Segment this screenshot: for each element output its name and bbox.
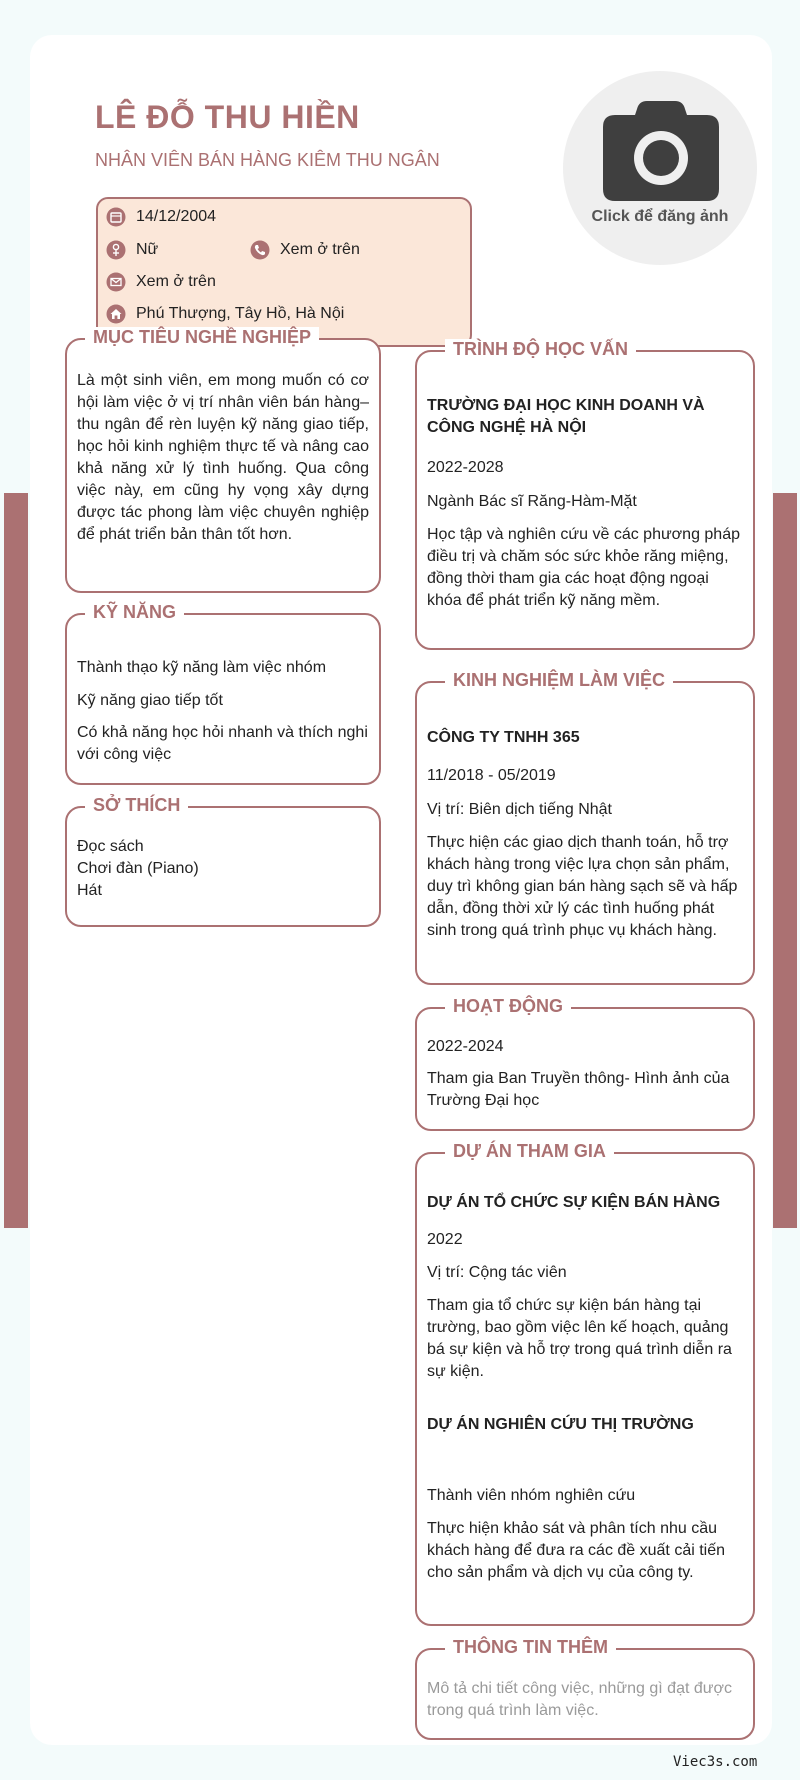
activities-title: HOẠT ĐỘNG: [445, 996, 571, 1017]
avatar-upload[interactable]: [563, 71, 757, 265]
phone-value: Xem ở trên: [280, 241, 360, 258]
project-role[interactable]: Thành viên nhóm nghiên cứu: [427, 1487, 636, 1504]
project-desc[interactable]: Thực hiện khảo sát và phân tích nhu cầu khách hàng để đưa ra các đề xuất cải tiến cho sản phẩm và dịch vụ của công ty.: [427, 1520, 726, 1581]
objective-text[interactable]: Là một sinh viên, em mong muốn có cơ hội làm việc ở vị trí nhân viên bán hàng–thu ngân để rèn luyện kỹ năng giao tiếp, học hỏi kinh nghiệm thực tế và nâng cao khả năng xử lý tình huống. Qua công việc này, em cũng hy vọng xây dựng được tác phong làm việc chuyên nghiệp để phát triển bản thân tốt hơn.: [77, 372, 369, 543]
project-year[interactable]: 2022: [427, 1231, 463, 1248]
education-major[interactable]: Ngành Bác sĩ Răng-Hàm-Mặt: [427, 493, 637, 510]
projects-section: [415, 1141, 755, 1626]
cv-page: [30, 35, 772, 1745]
hobbies-title: SỞ THÍCH: [85, 795, 188, 816]
address-row[interactable]: [106, 304, 344, 324]
project-name[interactable]: DỰ ÁN NGHIÊN CỨU THỊ TRƯỜNG: [427, 1416, 694, 1433]
skill-item[interactable]: Thành thạo kỹ năng làm việc nhóm: [77, 659, 327, 676]
phone-icon: [250, 240, 270, 260]
activities-section: [415, 996, 755, 1131]
activity-period[interactable]: 2022-2024: [427, 1038, 504, 1055]
experience-position[interactable]: Vị trí: Biên dịch tiếng Nhật: [427, 801, 612, 818]
project-name[interactable]: DỰ ÁN TỔ CHỨC SỰ KIỆN BÁN HÀNG: [427, 1194, 721, 1211]
project-role[interactable]: Vị trí: Cộng tác viên: [427, 1264, 567, 1281]
email-value: Xem ở trên: [136, 273, 216, 290]
personal-info-box: [96, 197, 472, 347]
gender-row[interactable]: [106, 240, 158, 260]
experience-title: KINH NGHIỆM LÀM VIỆC: [445, 670, 673, 691]
skill-item[interactable]: Có khả năng học hỏi nhanh và thích nghi với công việc: [77, 724, 368, 763]
home-icon: [106, 304, 126, 324]
address-value: Phú Thượng, Tây Hồ, Hà Nội: [136, 305, 345, 322]
skills-title: KỸ NĂNG: [85, 602, 184, 623]
objective-section: [65, 327, 381, 593]
education-section: [415, 339, 755, 650]
left-accent-bar: [4, 493, 28, 1228]
education-period[interactable]: 2022-2028: [427, 459, 504, 476]
experience-period[interactable]: 11/2018 - 05/2019: [427, 767, 556, 784]
hobbies-section: [65, 795, 381, 927]
skill-item[interactable]: Kỹ năng giao tiếp tốt: [77, 692, 223, 709]
birthday-value: 14/12/2004: [136, 208, 217, 225]
education-title: TRÌNH ĐỘ HỌC VẤN: [445, 339, 636, 360]
birthday-row[interactable]: [106, 207, 216, 227]
project-desc[interactable]: Tham gia tổ chức sự kiện bán hàng tại trường, bao gồm việc lên kế hoạch, quảng bá sự kiện và hỗ trợ trong quá trình diễn ra sự kiện.: [427, 1297, 732, 1380]
company-name[interactable]: CÔNG TY TNHH 365: [427, 729, 580, 746]
camera-icon: [603, 101, 719, 201]
email-row[interactable]: [106, 272, 216, 292]
experience-desc[interactable]: Thực hiện các giao dịch thanh toán, hỗ trợ khách hàng trong việc lựa chọn sản phẩm, duy trì không gian bán hàng sạch sẽ và hấp dẫn, đồng thời xử lý các tình huống phát sinh trong quá trình phục vụ khách hàng.: [427, 834, 738, 939]
projects-title: DỰ ÁN THAM GIA: [445, 1141, 614, 1162]
extra-info-placeholder[interactable]: Mô tả chi tiết công việc, những gì đạt được trong quá trình làm việc.: [427, 1680, 732, 1719]
candidate-name[interactable]: LÊ ĐỖ THU HIỀN: [95, 99, 360, 135]
objective-title: MỤC TIÊU NGHỀ NGHIỆP: [85, 327, 319, 348]
avatar-label: Click để đăng ảnh: [591, 208, 729, 225]
footer-brand: Viec3s.com: [673, 1754, 758, 1770]
activity-desc[interactable]: Tham gia Ban Truyền thông- Hình ảnh của Trường Đại học: [427, 1070, 730, 1109]
extra-info-title: THÔNG TIN THÊM: [445, 1637, 616, 1658]
job-title[interactable]: NHÂN VIÊN BÁN HÀNG KIÊM THU NGÂN: [95, 150, 440, 170]
hobby-item[interactable]: Chơi đàn (Piano): [77, 860, 199, 877]
hobby-item[interactable]: Hát: [77, 882, 102, 899]
right-accent-bar: [773, 493, 797, 1228]
school-name[interactable]: TRƯỜNG ĐẠI HỌC KINH DOANH VÀ CÔNG NGHỆ HÀ NỘI: [427, 397, 705, 436]
mail-icon: [106, 272, 126, 292]
gender-icon: [106, 240, 126, 260]
calendar-icon: [106, 207, 126, 227]
education-desc[interactable]: Học tập và nghiên cứu về các phương pháp điều trị và chăm sóc sức khỏe răng miệng, đồng thời tham gia các hoạt động ngoại khóa để phát triển kỹ năng mềm.: [427, 526, 740, 609]
hobby-item[interactable]: Đọc sách: [77, 838, 144, 855]
extra-info-section: [415, 1637, 755, 1740]
skills-section: [65, 602, 381, 785]
gender-value: Nữ: [136, 241, 159, 258]
phone-row[interactable]: [250, 240, 360, 260]
experience-section: [415, 670, 755, 985]
